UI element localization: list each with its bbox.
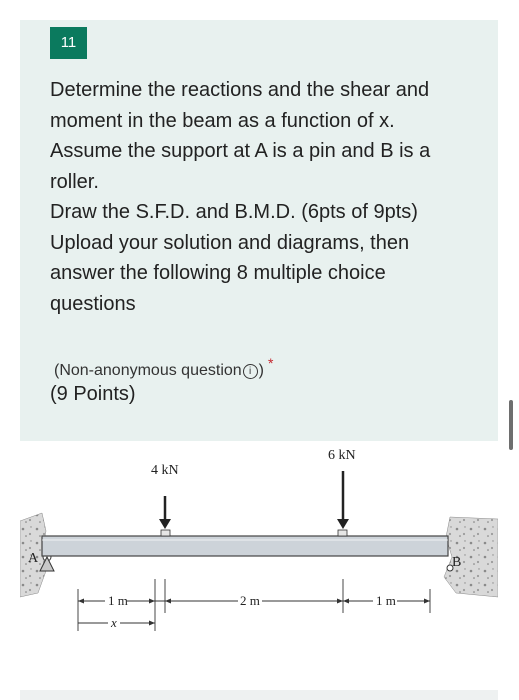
beam	[42, 536, 448, 556]
required-asterisk: *	[268, 355, 274, 371]
question-number-badge: 11	[50, 27, 87, 59]
question-line: Draw the S.F.D. and B.M.D. (6pts of 9pts)	[50, 201, 418, 223]
next-card-edge	[20, 690, 498, 700]
load-left-label: 4 kN	[151, 463, 179, 478]
support-a-label: A	[28, 551, 39, 566]
arrowhead-down-icon	[337, 519, 349, 529]
arrowhead-down-icon	[159, 519, 171, 529]
note-close: )	[258, 362, 264, 379]
question-points: (9 Points)	[50, 383, 136, 405]
dim-right-label: 1 m	[376, 593, 396, 608]
note-text: (Non-anonymous question	[54, 362, 242, 379]
x-label: x	[111, 615, 117, 630]
beam-diagram	[20, 441, 498, 652]
question-line: Determine the reactions and the shear and moment in the beam as a function of x. Assume the support at A is a pin and B is a roller.	[50, 79, 431, 193]
load-plate-left	[161, 530, 170, 536]
load-plate-right	[338, 530, 347, 536]
support-b-label: B	[452, 555, 462, 570]
info-icon[interactable]: i	[243, 364, 258, 379]
question-text	[50, 75, 470, 319]
question-line: Upload your solution and diagrams, then answer the following 8 multiple choice questions	[50, 231, 410, 315]
load-right-label: 6 kN	[328, 448, 356, 463]
dim-middle-label: 2 m	[240, 593, 260, 608]
beam-figure	[20, 441, 498, 652]
non-anonymous-note	[54, 355, 273, 380]
dim-left-label: 1 m	[108, 593, 128, 608]
scrollbar[interactable]	[509, 400, 513, 450]
